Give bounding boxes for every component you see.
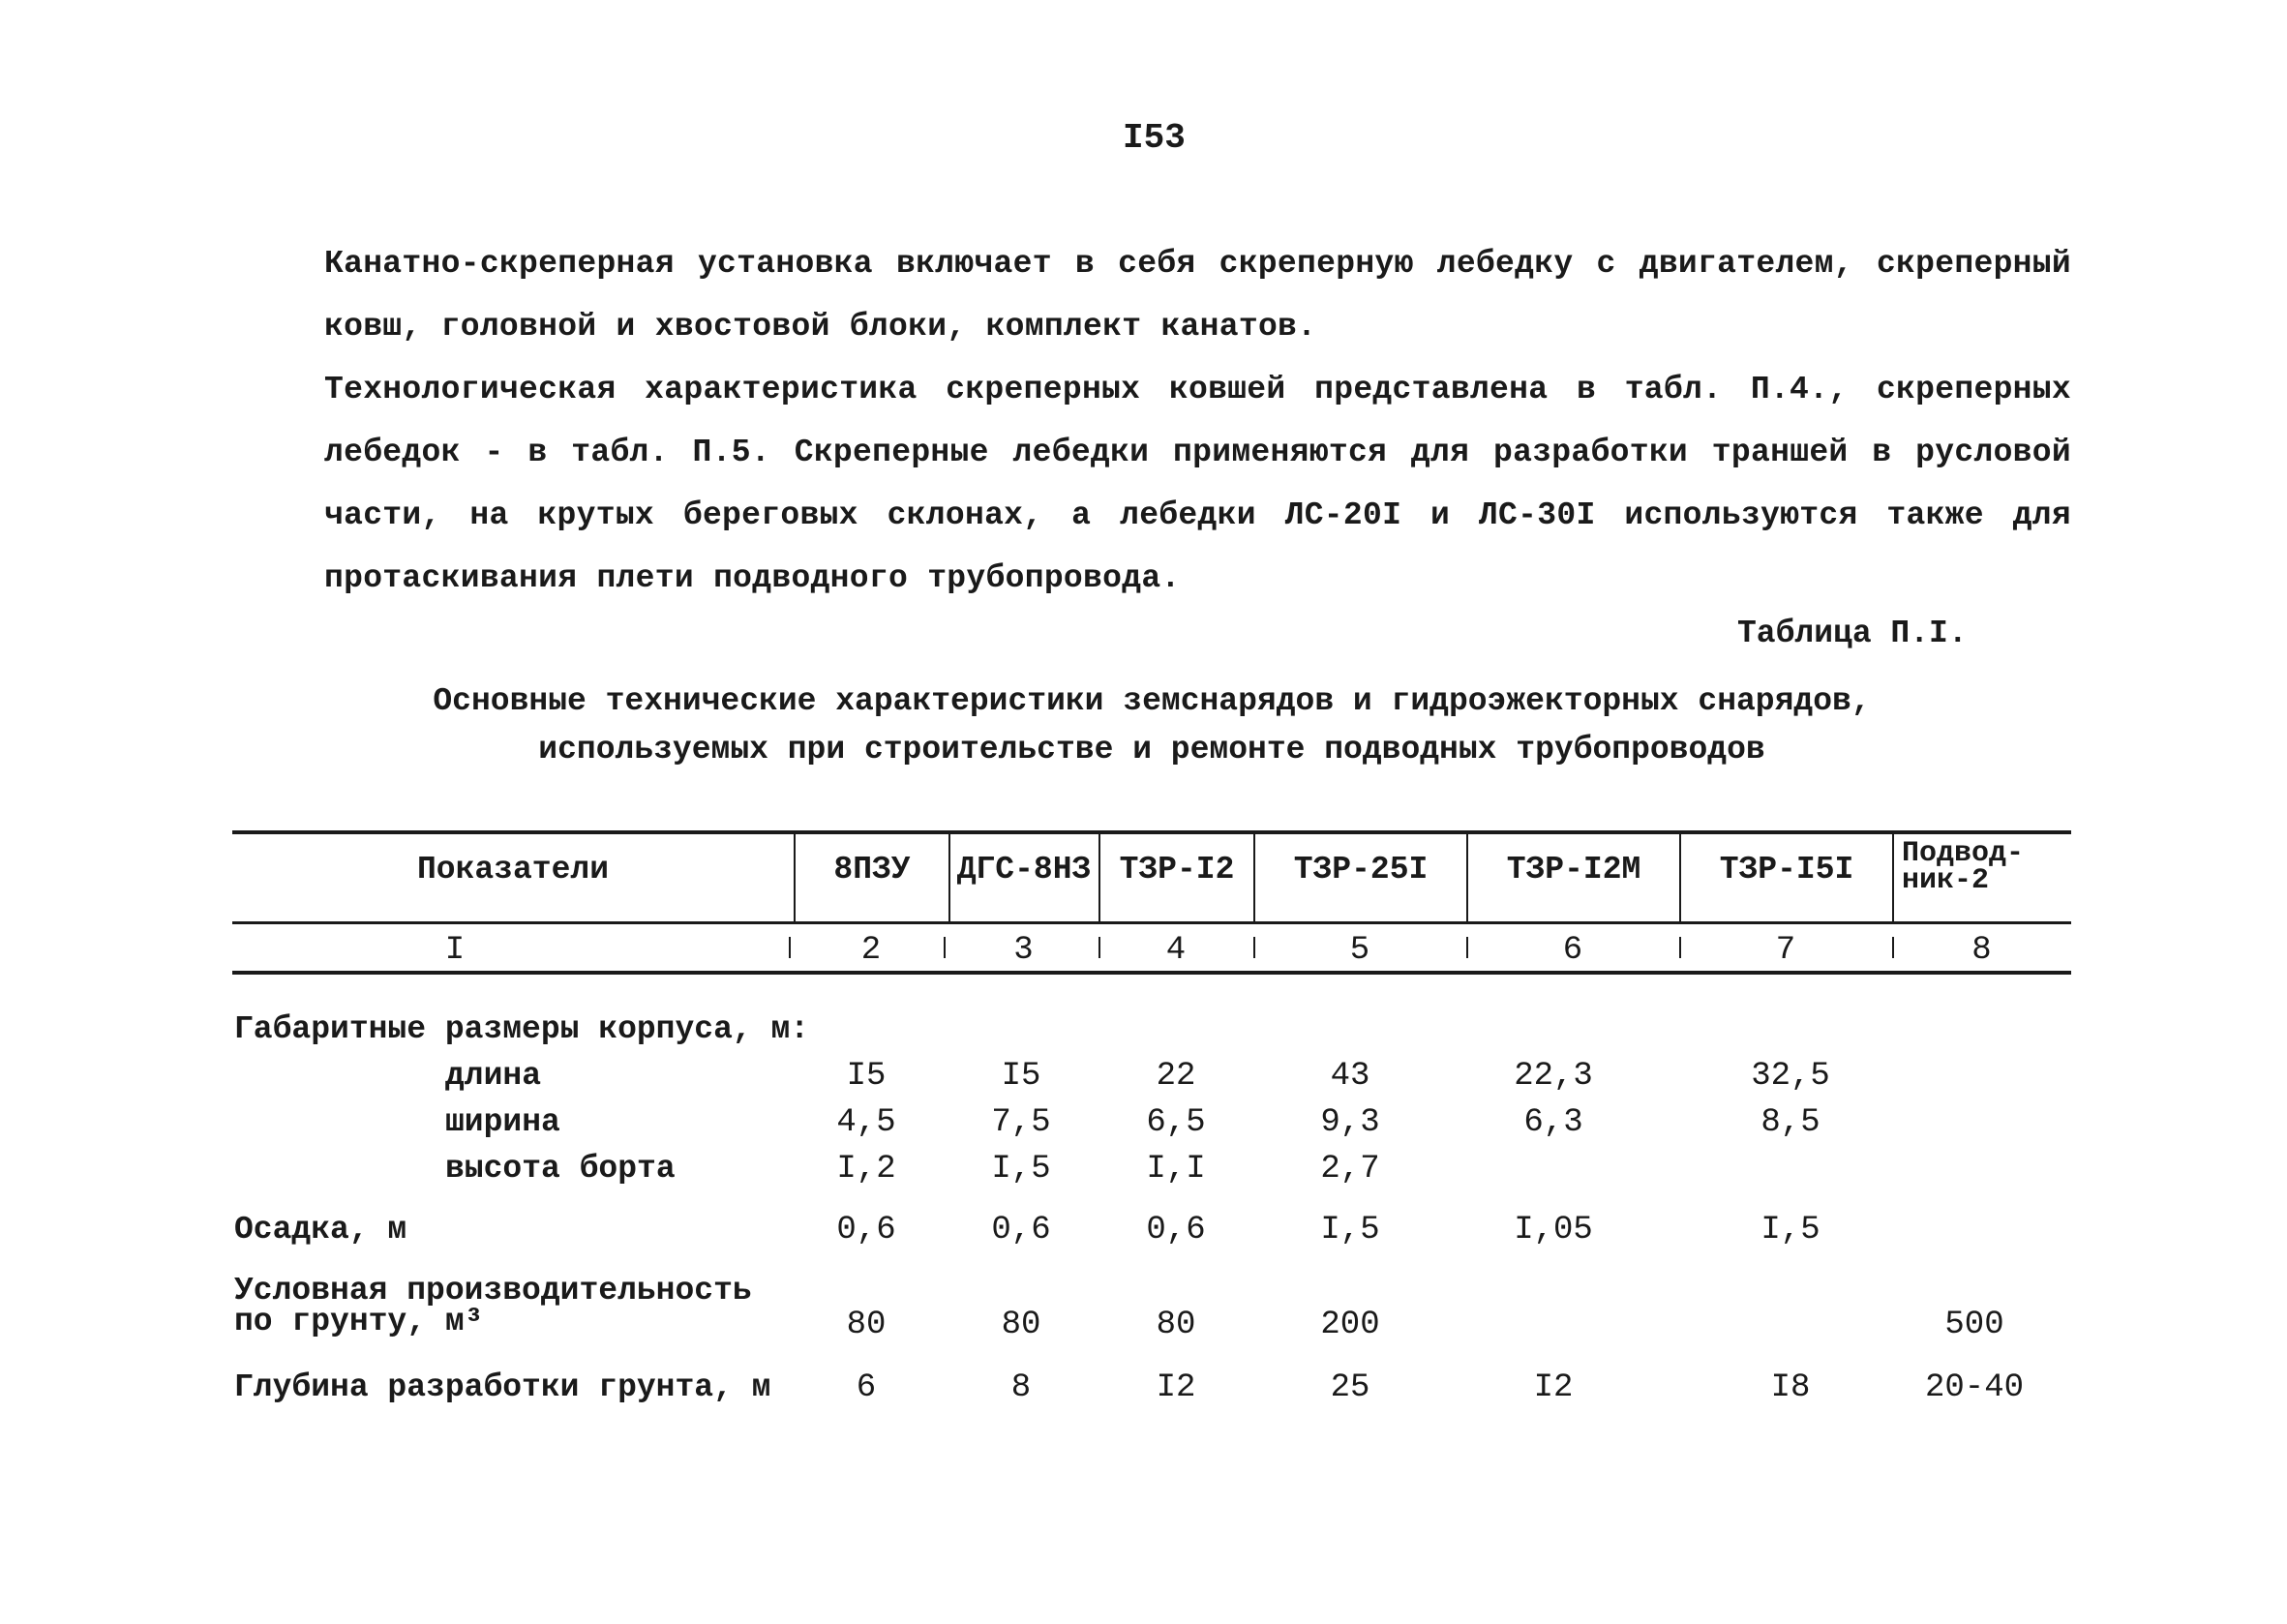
column-number: 5	[1349, 932, 1370, 969]
row-label-productivity-line-1: Условная производительность	[234, 1273, 752, 1308]
table-cell: I2	[1533, 1369, 1574, 1406]
table-cell: 8	[1010, 1369, 1032, 1406]
column-number: I	[444, 932, 466, 969]
column-separator	[1892, 834, 1894, 921]
header-podvodnik-2-line-2: ник-2	[1902, 864, 1990, 897]
table-cell: 9,3	[1320, 1104, 1380, 1141]
paragraph-2-text: Технологическая характеристика скреперных ковшей представлена в табл. П.4., скреперных лебедок - в табл. П.5. Скреперные лебедки применяются для разработки траншей в русловой части, на крутых береговых склонах, а лебедки ЛС-20I и ЛС-30I используются также для протаскивания плети подводного трубопровода.	[324, 372, 2071, 596]
table-cell: I,05	[1514, 1212, 1593, 1248]
table-cell: I,5	[1320, 1212, 1380, 1248]
group-label-dimensions: Габаритные размеры корпуса, м:	[234, 1011, 810, 1047]
table-caption-line-2: используемых при строительстве и ремонте подводных трубопроводов	[538, 732, 1765, 767]
column-number: 2	[860, 932, 882, 969]
table-cell: 80	[1156, 1307, 1196, 1343]
table-cell: 2,7	[1320, 1151, 1380, 1188]
table-cell: 7,5	[991, 1104, 1051, 1141]
table-cell: 32,5	[1751, 1058, 1830, 1095]
header-8pzu: 8ПЗУ	[833, 852, 911, 887]
table-cell: 22	[1156, 1058, 1196, 1095]
table-caption	[232, 677, 2071, 774]
row-label-length: длина	[445, 1058, 542, 1094]
table-cell: I,5	[1760, 1212, 1821, 1248]
table-cell: 0,6	[836, 1212, 896, 1248]
table-header-rule	[232, 921, 2071, 924]
number-separator	[789, 937, 791, 958]
row-label-productivity-line-2: по грунту, м³	[234, 1304, 484, 1339]
table-cell: 6,5	[1146, 1104, 1206, 1141]
table-cell: 43	[1330, 1058, 1370, 1095]
table-cell: 4,5	[836, 1104, 896, 1141]
table-numbers-rule	[232, 971, 2071, 975]
table-cell: 200	[1320, 1307, 1380, 1343]
table-cell: 500	[1944, 1307, 2004, 1343]
table-cell: 20-40	[1924, 1369, 2025, 1406]
table-label: Таблица П.I.	[1737, 616, 1968, 651]
table-cell: I,5	[991, 1151, 1051, 1188]
table-cell: I5	[846, 1058, 887, 1095]
table-cell: 0,6	[991, 1212, 1051, 1248]
table-cell: I5	[1001, 1058, 1041, 1095]
table-cell: 6,3	[1523, 1104, 1583, 1141]
table-cell: 80	[846, 1307, 887, 1343]
paragraph-2	[232, 358, 2071, 610]
column-number: 3	[1013, 932, 1034, 969]
paragraph-1-text: Канатно-скреперная установка включает в себя скреперную лебедку с двигателем, скреперный ковш, головной и хвостовой блоки, комплект канатов.	[324, 246, 2071, 345]
column-number: 6	[1562, 932, 1583, 969]
row-label-width: ширина	[445, 1104, 560, 1140]
table-cell: 8,5	[1760, 1104, 1821, 1141]
table-cell: 6	[856, 1369, 877, 1406]
table-top-rule	[232, 830, 2071, 834]
table-cell: 25	[1330, 1369, 1370, 1406]
header-tzr-151: ТЗР-I5I	[1719, 852, 1854, 887]
header-podvodnik-2-line-1: Подвод-	[1902, 837, 2025, 870]
paragraph-1	[232, 232, 2071, 358]
table-cell: I,2	[836, 1151, 896, 1188]
row-label-draft: Осадка, м	[234, 1212, 407, 1248]
row-label-depth: Глубина разработки грунта, м	[234, 1369, 771, 1405]
header-podvodnik-2	[1902, 837, 2071, 897]
page-number: I53	[1123, 118, 1186, 158]
row-label-board-height: высота борта	[445, 1151, 676, 1187]
header-tzr-12m: ТЗР-I2М	[1506, 852, 1641, 887]
header-dgs-8n3: ДГС-8НЗ	[956, 852, 1092, 887]
table-caption-line-1: Основные технические характеристики земснарядов и гидроэжекторных снарядов,	[433, 683, 1871, 719]
table-cell: 22,3	[1514, 1058, 1593, 1095]
row-label-productivity	[234, 1273, 752, 1339]
table-cell: 0,6	[1146, 1212, 1206, 1248]
header-indicators: Показатели	[416, 852, 610, 887]
column-number: 7	[1775, 932, 1796, 969]
header-tzr-251: ТЗР-25I	[1293, 852, 1429, 887]
table-cell: I,I	[1146, 1151, 1206, 1188]
table-cell: 80	[1001, 1307, 1041, 1343]
header-tzr-12: ТЗР-I2	[1119, 852, 1235, 887]
table-cell: I2	[1156, 1369, 1196, 1406]
table-cell: I8	[1770, 1369, 1811, 1406]
column-number: 8	[1971, 932, 1992, 969]
column-number: 4	[1165, 932, 1187, 969]
